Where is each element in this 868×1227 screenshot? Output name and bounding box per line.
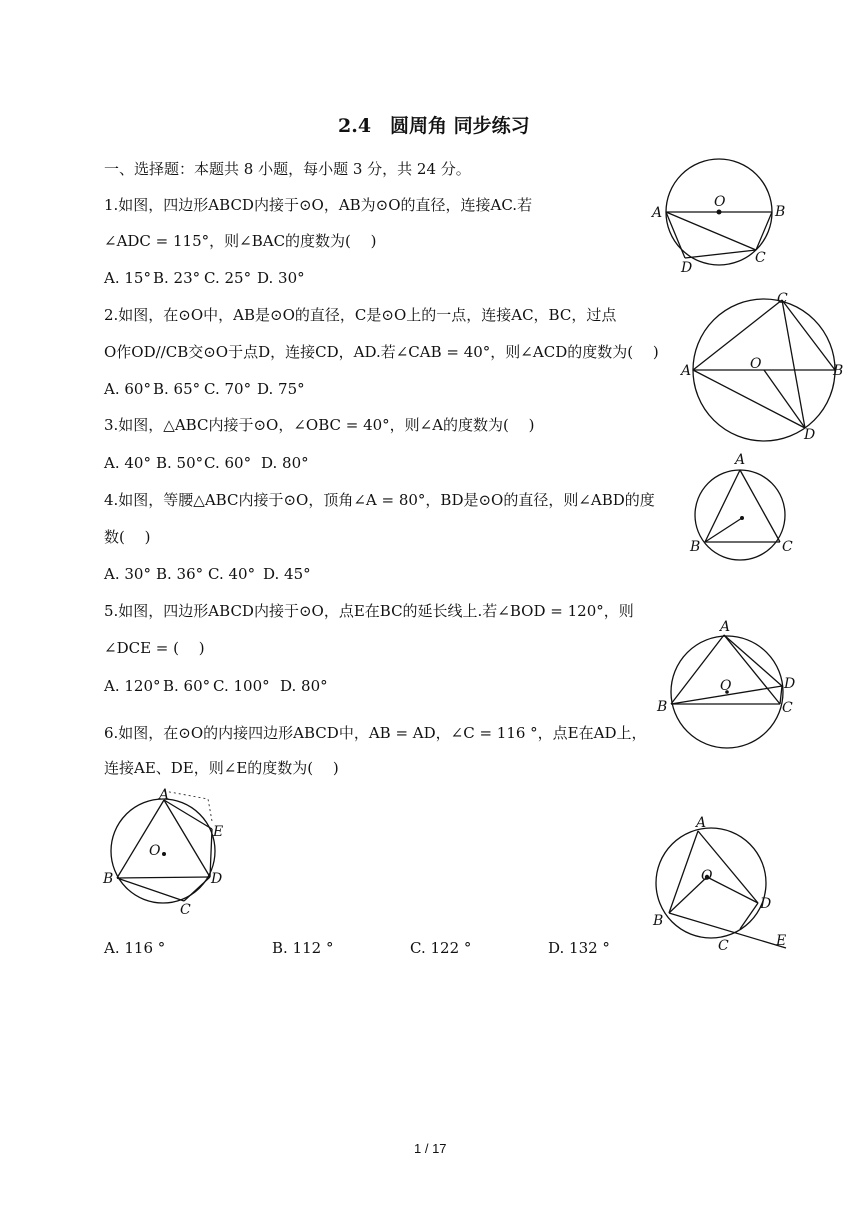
question-3-option-c: C. 60° xyxy=(204,454,252,472)
figure-2-label-o: O xyxy=(750,356,762,372)
figure-1-label-d: D xyxy=(681,260,693,276)
question-1-option-a: A. 15° xyxy=(104,269,151,287)
figure-5-label-d: D xyxy=(211,871,223,887)
question-5-line-1: 5.如图，四边形ABCD内接于⊙O，点E在BC的延长线上.若∠BOD = 120°，则 xyxy=(104,602,634,620)
question-4-option-a: A. 30° xyxy=(104,565,151,583)
question-2-option-a: A. 60° xyxy=(104,380,151,398)
figure-5-label-b: B xyxy=(103,871,114,887)
question-3-option-b: B. 50° xyxy=(156,454,204,472)
figure-2-label-b: B xyxy=(833,363,844,379)
figure-1-label-b: B xyxy=(775,204,786,220)
section-heading: 一、选择题：本题共 8 小题，每小题 3 分，共 24 分。 xyxy=(104,160,471,178)
question-6-option-c: C. 122 ° xyxy=(410,939,472,957)
question-4-option-c: C. 40° xyxy=(208,565,256,583)
question-6-option-d: D. 132 ° xyxy=(548,939,610,957)
question-4-line-1: 4.如图，等腰△ABC内接于⊙O，顶角∠A = 80°，BD是⊙O的直径，则∠ABD的度 xyxy=(104,491,655,509)
question-2-option-d: D. 75° xyxy=(257,380,305,398)
question-5-option-b: B. 60° xyxy=(163,677,211,695)
question-4-line-2: 数( ) xyxy=(104,528,151,546)
question-1-option-d: D. 30° xyxy=(257,269,305,287)
figure-6-label-e: E xyxy=(776,933,787,949)
figure-2-diagram xyxy=(676,286,856,446)
question-4-option-b: B. 36° xyxy=(156,565,204,583)
figure-3-diagram xyxy=(682,450,812,565)
figure-5-label-c: C xyxy=(180,902,191,918)
figure-2-label-d: D xyxy=(804,427,816,443)
figure-2-label-c: C xyxy=(777,291,788,307)
question-6-line-1: 6.如图，在⊙O的内接四边形ABCD中，AB = AD，∠C = 116 °，点E在AD上， xyxy=(104,724,647,742)
figure-5-label-e: E xyxy=(213,824,224,840)
question-4-option-d: D. 45° xyxy=(263,565,311,583)
question-2-option-b: B. 65° xyxy=(153,380,201,398)
figure-5-diagram xyxy=(100,785,240,925)
question-5-option-c: C. 100° xyxy=(213,677,270,695)
figure-4-label-b: B xyxy=(657,699,668,715)
question-1-line-2: ∠ADC = 115°，则∠BAC的度数为( ) xyxy=(104,232,377,250)
figure-4-label-d: D xyxy=(784,676,796,692)
question-6-option-a: A. 116 ° xyxy=(104,939,166,957)
figure-5-label-a: A xyxy=(159,787,170,803)
question-3-line-1: 3.如图，△ABC内接于⊙O，∠OBC = 40°，则∠A的度数为( ) xyxy=(104,416,535,434)
figure-6-diagram xyxy=(640,805,800,955)
figure-1-label-o: O xyxy=(714,194,726,210)
figure-3-label-b: B xyxy=(690,539,701,555)
question-1-option-c: C. 25° xyxy=(204,269,252,287)
figure-4-diagram xyxy=(650,620,810,760)
figure-4-label-o: O xyxy=(720,678,732,694)
question-6-line-2: 连接AE、DE，则∠E的度数为( ) xyxy=(104,759,339,777)
figure-6-label-a: A xyxy=(696,815,707,831)
question-3-option-d: D. 80° xyxy=(261,454,309,472)
figure-4-label-c: C xyxy=(782,700,793,716)
figure-4-label-a: A xyxy=(720,619,731,635)
question-1-option-b: B. 23° xyxy=(153,269,201,287)
question-2-line-2: O作OD//CB交⊙O于点D，连接CD，AD.若∠CAB = 40°，则∠ACD的度数为( ) xyxy=(104,343,659,361)
question-2-line-1: 2.如图，在⊙O中，AB是⊙O的直径，C是⊙O上的一点，连接AC，BC，过点 xyxy=(104,306,617,324)
figure-5-label-o: O xyxy=(149,843,161,859)
figure-6-label-b: B xyxy=(653,913,664,929)
question-5-option-d: D. 80° xyxy=(280,677,328,695)
figure-2-label-a: A xyxy=(681,363,692,379)
question-5-option-a: A. 120° xyxy=(104,677,161,695)
question-1-line-1: 1.如图，四边形ABCD内接于⊙O，AB为⊙O的直径，连接AC.若 xyxy=(104,196,533,214)
page-number: 1 / 17 xyxy=(414,1141,447,1156)
question-3-option-a: A. 40° xyxy=(104,454,151,472)
question-5-line-2: ∠DCE = ( ) xyxy=(104,639,205,657)
figure-6-label-c: C xyxy=(718,938,729,954)
question-6-option-b: B. 112 ° xyxy=(272,939,334,957)
figure-1-diagram xyxy=(640,150,800,280)
figure-6-label-d: D xyxy=(760,896,772,912)
figure-1-label-c: C xyxy=(755,250,766,266)
figure-6-label-o: O xyxy=(701,868,713,884)
figure-3-label-a: A xyxy=(735,452,746,468)
question-2-option-c: C. 70° xyxy=(204,380,252,398)
figure-1-label-a: A xyxy=(652,205,663,221)
figure-3-label-c: C xyxy=(782,539,793,555)
page-title: 2.4 圆周角 同步练习 xyxy=(338,115,530,137)
